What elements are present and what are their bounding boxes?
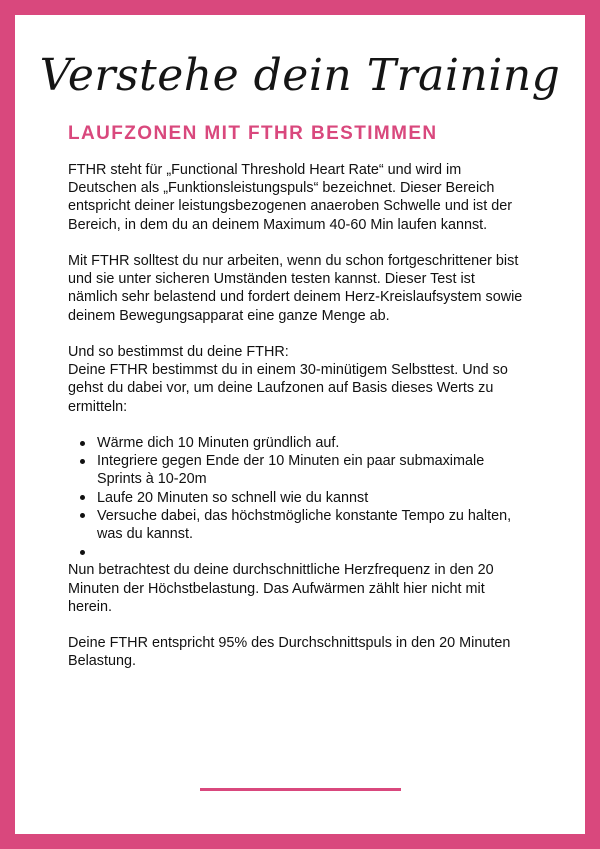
paragraph-evaluation: Nun betrachtest du deine durchschnittliche Herzfrequenz in den 20 Minuten der Höchstbelastung. Das Aufwärmen zählt hier nicht mit herein. xyxy=(68,562,494,615)
paragraph-result: Deine FTHR entspricht 95% des Durchschnittspuls in den 20 Minuten Belastung. xyxy=(68,635,511,670)
body-content xyxy=(68,161,528,689)
page-title: Verstehe dein Training xyxy=(39,50,561,101)
list-item: Integriere gegen Ende der 10 Minuten ein paar submaximale Sprints à 10-20m xyxy=(97,452,528,488)
paragraph-how-to-heading: Und so bestimmst du deine FTHR: xyxy=(68,344,289,360)
list-item-empty xyxy=(97,543,528,561)
paragraph-fthr-warning: Mit FTHR solltest du nur arbeiten, wenn du schon fortgeschrittener bist und sie unter sicheren Umständen testen kannst. Dieser Test ist nämlich sehr belastend und fordert deinem Herz-Kreislaufsystem sowie deinem Bewegungsapparat eine ganze Menge ab. xyxy=(68,253,523,324)
list-item: Wärme dich 10 Minuten gründlich auf. xyxy=(97,434,528,452)
paragraph-fthr-definition: FTHR steht für „Functional Threshold Heart Rate“ und wird im Deutschen als „Funktionsleistungspuls“ bezeichnet. Dieser Bereich entspricht deiner leistungsbezogenen anaeroben Schwelle und ist der Bereich, in dem du an deinem Maximum 40-60 Min laufen kannst. xyxy=(68,162,513,233)
paragraph-how-to-body: Deine FTHR bestimmst du in einem 30-minütigem Selbsttest. Und so gehst du dabei vor, um deine Laufzonen auf Basis dieses Werts zu ermitteln: xyxy=(68,362,508,415)
document-page xyxy=(15,15,585,834)
list-item: Versuche dabei, das höchstmögliche konstante Tempo zu halten, was du kannst. xyxy=(97,507,528,543)
steps-list xyxy=(68,434,528,561)
section-heading: LAUFZONEN MIT FTHR BESTIMMEN xyxy=(68,123,438,144)
bottom-divider xyxy=(200,788,401,791)
list-item: Laufe 20 Minuten so schnell wie du kannst xyxy=(97,489,528,507)
